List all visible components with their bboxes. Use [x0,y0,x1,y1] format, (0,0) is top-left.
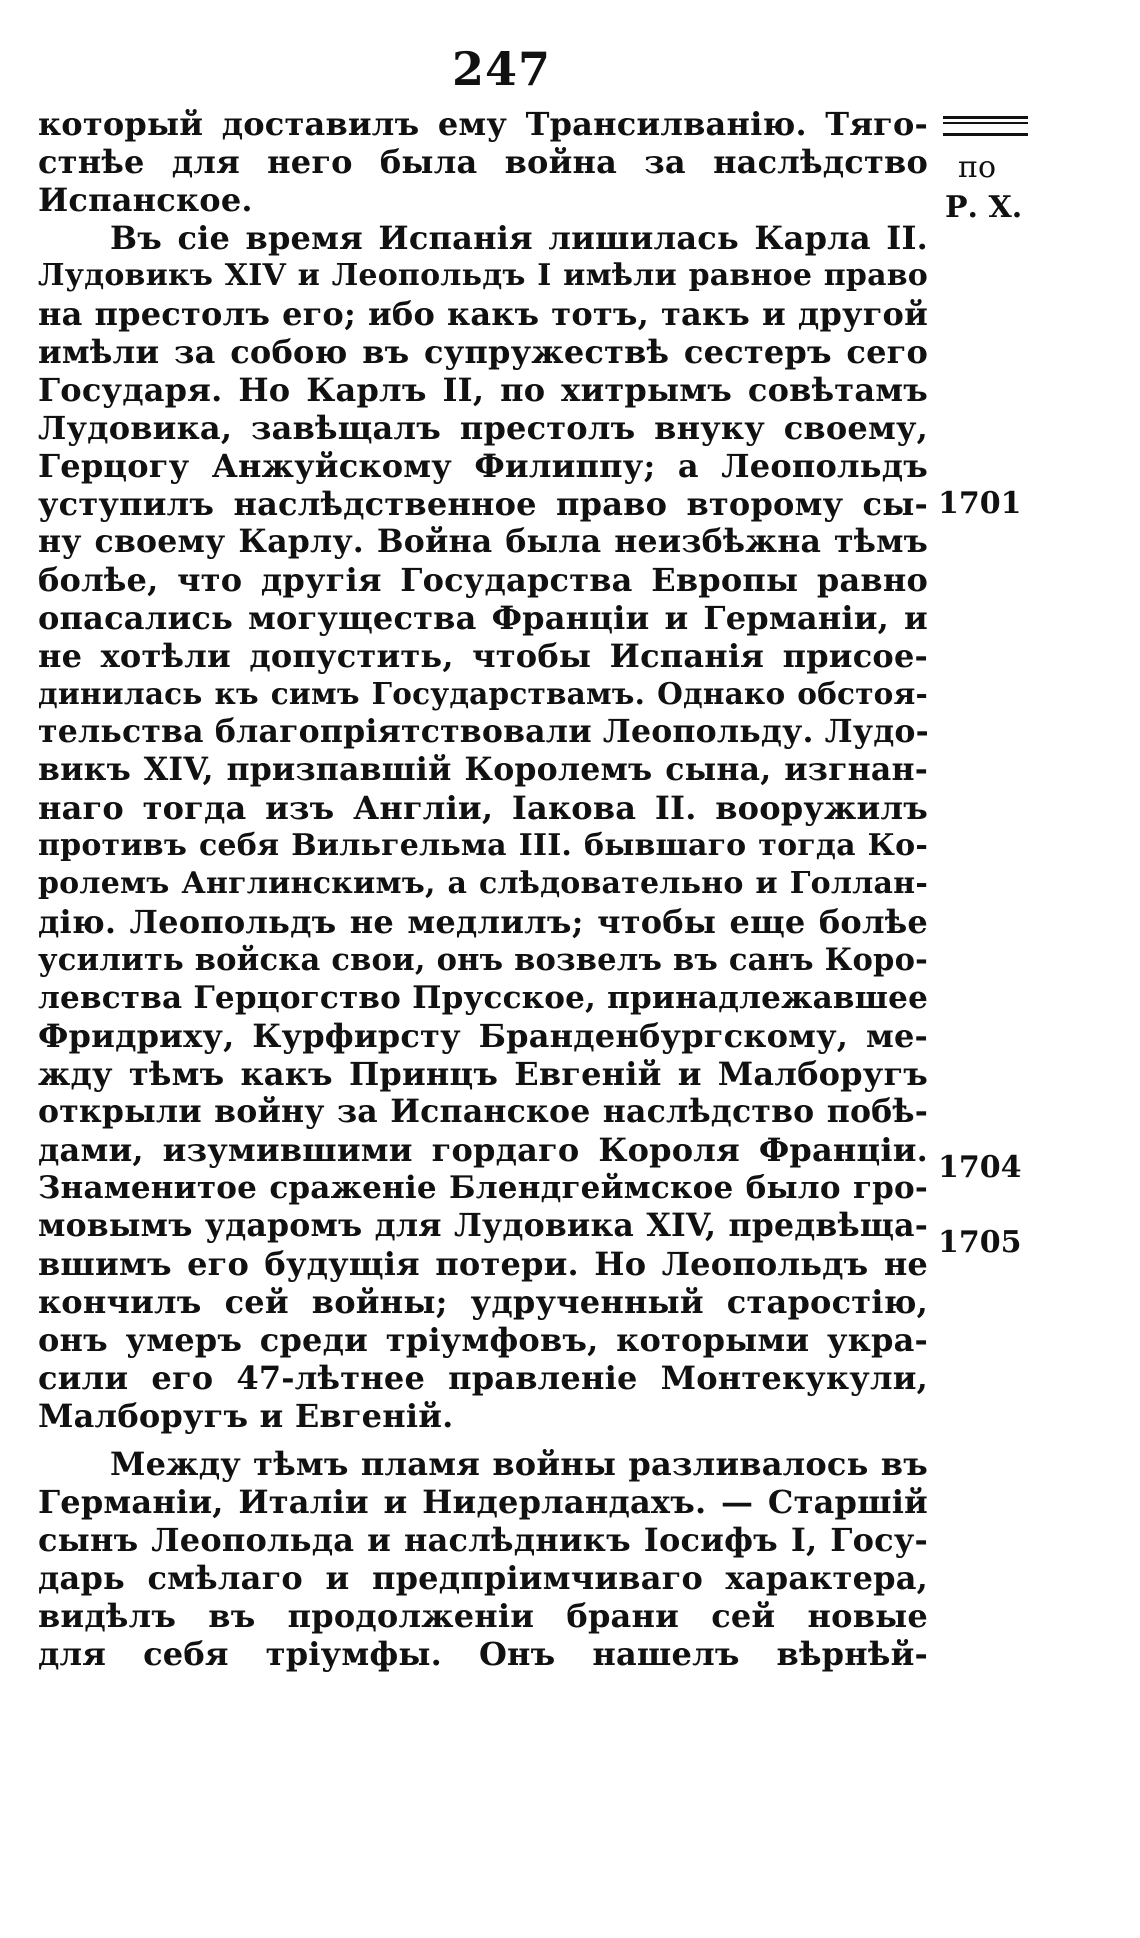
text-line: Лудовикъ XIV и Леопольдъ I имѣли равное право [38,258,928,293]
text-line: который доставилъ ему Трансилванію. Тяго- [38,105,928,143]
text-line: Герцогу Анжуйскому Филиппу; а Леопольдъ [38,447,928,485]
text-line: стнѣе для него была война за наслѣдство [38,143,928,181]
text-line: сынъ Леопольда и наслѣдникъ Іосифъ I, Госу- [38,1521,928,1559]
text-line: вшимъ его будущія потери. Но Леопольдъ не [38,1245,928,1283]
text-line: опасались могущества Франціи и Германіи, и [38,599,928,637]
text-line: болѣе, что другія Государства Европы равно [38,561,928,599]
text-line: динилась къ симъ Государствамъ. Однако обстоя- [38,676,928,711]
text-line: сили его 47-лѣтнее правленіе Монтекукули, [38,1359,928,1397]
text-line: дами, изумившими гордаго Короля Франціи. [38,1131,928,1169]
text-line: Малборугъ и Евгеній. [38,1397,454,1435]
text-line: ролемъ Англинскимъ, а слѣдовательно и Голлан- [38,866,928,901]
text-line: Испанское. [38,181,253,219]
margin-rule [943,116,1028,136]
margin-note-era: Р. Х. [945,190,1023,225]
margin-note-po: по [958,150,997,185]
text-line: Государя. Но Карлъ II, по хитрымъ совѣтамъ [38,371,928,409]
text-line: онъ умеръ среди тріумфовъ, которыми укра- [38,1321,928,1359]
text-line: уступилъ наслѣдственное право второму сы- [38,485,928,523]
text-line: Въ сіе время Испанія лишилась Карла II. [110,219,928,257]
text-line: жду тѣмъ какъ Принцъ Евгеній и Малборугъ [38,1055,928,1093]
text-line: наго тогда изъ Англіи, Іакова II. вооружилъ [38,789,928,827]
text-line: мовымъ ударомъ для Лудовика XIV, предвѣща- [38,1207,928,1244]
text-line: Между тѣмъ пламя войны разливалось въ [110,1445,928,1483]
text-line: имѣли за собою въ супружествѣ сестеръ сего [38,333,928,371]
text-line: усилить войска свои, онъ возвелъ въ санъ Коро- [38,942,928,978]
text-line: открыли войну за Испанское наслѣдство побѣ- [38,1093,928,1130]
text-line: тельства благопріятствовали Леопольду. Лудо- [38,713,929,750]
text-line: для себя тріумфы. Онъ нашелъ вѣрнѣй- [38,1635,928,1673]
text-line: противъ себя Вильгельма III. бывшаго тогда Ко- [38,828,928,863]
text-line: Знаменитое сраженіе Блендгеймское было гро- [38,1170,928,1206]
margin-year-1705: 1705 [938,1225,1022,1260]
text-line: Лудовика, завѣщалъ престолъ внуку своему, [38,409,928,447]
text-line: дію. Леопольдъ не медлилъ; чтобы еще болѣе [38,903,928,941]
text-line: не хотѣли допустить, чтобы Испанія присое- [38,637,928,675]
paragraph-gap [38,1435,928,1445]
text-line: викъ XIV, призпавшій Королемъ сына, изгнан- [38,751,928,788]
page-number: 247 [452,42,552,96]
body-text [38,105,928,1673]
text-line: кончилъ сей войны; удрученный старостію, [38,1283,928,1321]
margin-year-1701: 1701 [938,486,1022,521]
margin-year-1704: 1704 [938,1150,1022,1185]
text-line: Фридриху, Курфирсту Бранденбургскому, ме- [38,1017,928,1055]
text-line: ну своему Карлу. Война была неизбѣжна тѣмъ [38,523,928,560]
text-line: Германіи, Италіи и Нидерландахъ. — Старшій [38,1483,928,1521]
text-line: видѣлъ въ продолженіи брани сей новые [38,1597,928,1635]
text-line: дарь смѣлаго и предпріимчиваго характера, [38,1559,928,1597]
text-line: левства Герцогство Прусское, принадлежавшее [38,980,928,1016]
text-line: на престолъ его; ибо какъ тотъ, такъ и другой [38,295,928,333]
